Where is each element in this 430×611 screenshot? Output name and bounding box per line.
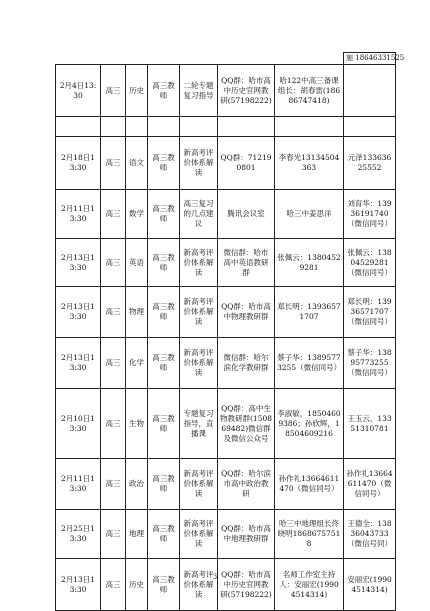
cell-contact: 郑长明：13936571707（微信同号） <box>344 287 396 338</box>
table-row <box>56 559 396 611</box>
cell-audience: 高三教师 <box>148 190 180 239</box>
table-row <box>56 389 396 459</box>
cell-grade <box>101 117 126 137</box>
cell-subject: 数学 <box>126 190 148 239</box>
cell-platform: QQ群：哈市高中地理教研群 <box>218 510 275 559</box>
cell-subject: 历史 <box>126 65 148 117</box>
cell-subject: 语文 <box>126 137 148 190</box>
cell-grade: 高三 <box>101 287 126 338</box>
cell-contact: 孙作礼13664611470（微信同号） <box>344 459 396 510</box>
cell-audience: 高三教师 <box>148 239 180 287</box>
cell-topic: 新高考评价体系解读 <box>180 239 218 287</box>
cell-grade: 高三 <box>101 510 126 559</box>
cell-grade: 高三 <box>101 459 126 510</box>
cell-topic: 新高考评价体系解读 <box>180 338 218 389</box>
cell-date: 2月13日13:30 <box>56 287 101 338</box>
cell-topic: 新高考评价体系解读 <box>180 459 218 510</box>
cell-date: 2月4日13:30 <box>56 65 101 117</box>
cell-grade: 高三 <box>101 190 126 239</box>
cell-topic: 二轮专题复习指导 <box>180 65 218 117</box>
cell-platform: 微信群：哈尔滨化学教研群 <box>218 338 275 389</box>
cell-grade: 高三 <box>101 137 126 190</box>
cell-audience: 高三教师 <box>148 559 180 611</box>
schedule-table <box>55 52 405 611</box>
cell-grade: 高三 <box>101 239 126 287</box>
cell-topic: 专题复习指导，直播课 <box>180 389 218 459</box>
cell-topic: 新高考评价体系解读 <box>180 137 218 190</box>
table-row <box>56 137 396 190</box>
cell-subject: 英语 <box>126 239 148 287</box>
cell-speaker: 郑长明：13936571707 <box>275 287 344 338</box>
cell-date <box>56 117 101 137</box>
cell-date: 2月11日13:30 <box>56 459 101 510</box>
cell-date: 2月13日13:30 <box>56 338 101 389</box>
cell-contact: 刘育华：13936191740（微信同号） <box>344 190 396 239</box>
cell-audience: 高三教师 <box>148 459 180 510</box>
cell-audience: 高三教师 <box>148 389 180 459</box>
cell-contact: 蔡子华：13895773255（微信同号） <box>344 338 396 389</box>
cell-platform: QQ群：哈市高中历史官网教研(57198222) <box>218 65 275 117</box>
cell-speaker: 蔡子华：13895773255（微信同号） <box>275 338 344 389</box>
cell-subject: 政治 <box>126 459 148 510</box>
cell-contact <box>344 65 396 117</box>
cell-topic: 新高考评价体系解读 <box>180 559 218 611</box>
cell-audience: 高三教师 <box>148 510 180 559</box>
cell-date: 2月13日13:30 <box>56 559 101 611</box>
cell-speaker: 哈三中姜思洋 <box>275 190 344 239</box>
table-row <box>56 117 396 137</box>
table-row <box>56 190 396 239</box>
cell-platform <box>218 117 275 137</box>
cell-audience: 高三教师 <box>148 287 180 338</box>
cell-subject: 化学 <box>126 338 148 389</box>
cell-platform: QQ群：哈市高中物理教研群 <box>218 287 275 338</box>
cell-contact: 安丽宏(19904514314) <box>344 559 396 611</box>
cell-speaker: 张佩云：13804529281 <box>275 239 344 287</box>
cell-speaker: 名师工作室主持人：安丽宏(19904514314) <box>275 559 344 611</box>
cell-grade: 高三 <box>101 338 126 389</box>
table-row <box>56 459 396 510</box>
cell-topic: 新高考评价体系解读 <box>180 287 218 338</box>
cell-contact: 张佩云：13804529281（微信同号） <box>344 239 396 287</box>
table-row <box>56 239 396 287</box>
cell-subject: 历史 <box>126 559 148 611</box>
cell-speaker: 孙作礼13664611470（微信同号） <box>275 459 344 510</box>
cell-grade: 高三 <box>101 65 126 117</box>
cell-topic: 高三复习的几点建议 <box>180 190 218 239</box>
page-number: 3 <box>212 573 218 581</box>
cell-grade: 高三 <box>101 389 126 459</box>
cell-date: 2月13日13:30 <box>56 239 101 287</box>
cell-subject: 物理 <box>126 287 148 338</box>
cell-subject <box>126 117 148 137</box>
cell-speaker: 李春光13134504363 <box>275 137 344 190</box>
cell-contact: 元泽13363625552 <box>344 137 396 190</box>
cell-platform: 腾讯会议室 <box>218 190 275 239</box>
cell-subject: 地理 <box>126 510 148 559</box>
cell-speaker: 哈122中高三备课组长：胡春雷(18686747418) <box>275 65 344 117</box>
cell-audience: 高三教师 <box>148 338 180 389</box>
cell-subject: 生物 <box>126 389 148 459</box>
cell-audience <box>148 117 180 137</box>
cell-contact: 王德全：13836043733（微信号同） <box>344 510 396 559</box>
cell-platform: QQ群：哈尔滨市高中政治教研 <box>218 459 275 510</box>
cell-speaker: 李淑敏，18504609386；孙欣辉，18504609216 <box>275 389 344 459</box>
cell-date: 2月11日13:30 <box>56 190 101 239</box>
cell-platform: 微信群：哈市高中英语教研群 <box>218 239 275 287</box>
table-row <box>56 287 396 338</box>
cell-speaker: 哈三中地理组长佟晓明18686757518 <box>275 510 344 559</box>
cell-speaker <box>275 117 344 137</box>
table-row <box>56 53 396 65</box>
cell-date: 2月25日13:30 <box>56 510 101 559</box>
cell-topic <box>180 117 218 137</box>
table-row <box>56 510 396 559</box>
cell-audience: 高三教师 <box>148 137 180 190</box>
cell-audience: 高三教师 <box>148 65 180 117</box>
cell-platform: QQ群：哈市高中历史官网教研(57198222) <box>218 559 275 611</box>
cell-grade: 高三 <box>101 559 126 611</box>
cell-date: 2月18日13:30 <box>56 137 101 190</box>
table-row <box>56 65 396 117</box>
cell-contact: 王玉云，13351310781 <box>344 389 396 459</box>
cell-contact: 施 18646331525 <box>344 53 396 65</box>
cell-contact <box>344 117 396 137</box>
cell-date: 2月10日13:30 <box>56 389 101 459</box>
cell-platform: QQ群：高中生物教研群(150869482)微信群及微信公众号 <box>218 389 275 459</box>
cell-platform: QQ群：712190801 <box>218 137 275 190</box>
table-row <box>56 338 396 389</box>
cell-topic: 新高考评价体系解读 <box>180 510 218 559</box>
